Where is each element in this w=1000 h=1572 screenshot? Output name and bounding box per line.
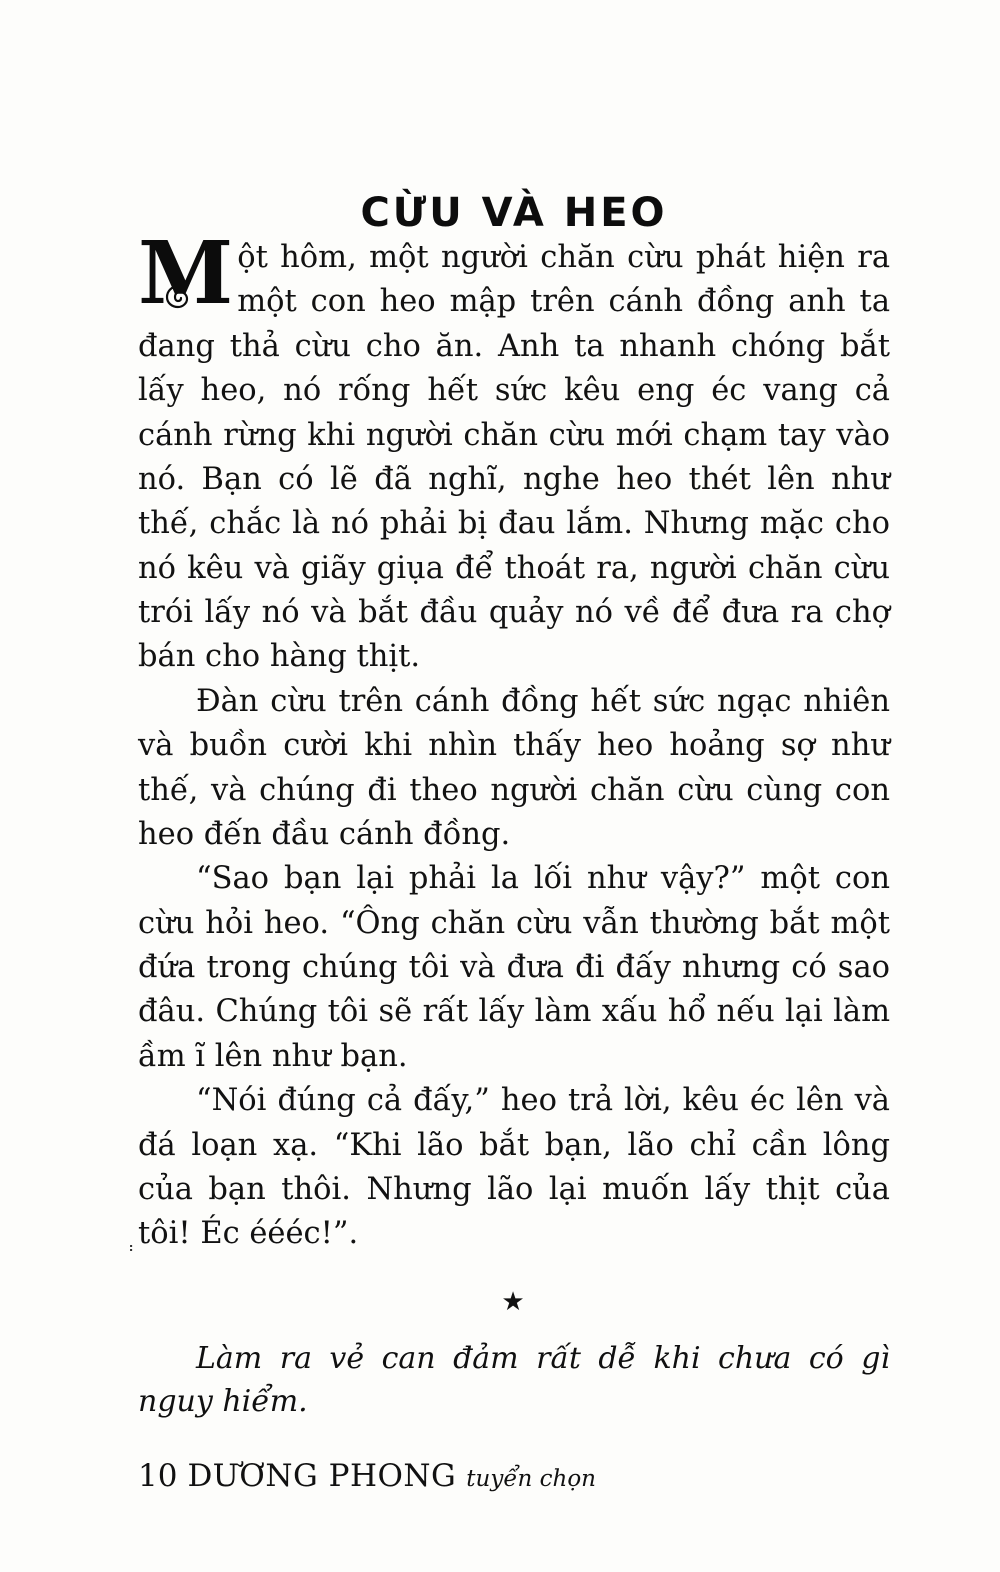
- paragraph-1: ột hôm, một người chăn cừu phát hiện ra một con heo mập trên cánh đồng anh ta đang thả cừu cho ăn. Anh ta nhanh chóng bắt lấy heo, nó rống hết sức kêu eng éc vang cả cánh rừng khi người chăn cừu mới chạm tay vào nó. Bạn có lẽ đã nghĩ, nghe heo thét lên như thế, chắc là nó phải bị đau lắm. Nhưng mặc cho nó kêu và giãy giụa để thoát ra, người chăn cừu trói lấy nó và bắt đầu quảy nó về để đưa ra chợ bán cho hàng thịt.: [138, 240, 890, 675]
- moral-text: Làm ra vẻ can đảm rất dễ khi chưa có gì nguy hiểm.: [138, 1340, 890, 1420]
- margin-mark: ⠆: [128, 1241, 139, 1256]
- paragraph-4: “Nói đúng cả đấy,” heo trả lời, kêu éc lên và đá loạn xạ. “Khi lão bắt bạn, lão chỉ cần lông của bạn thôi. Nhưng lão lại muốn lấy thịt của tôi! Éc éééc!”.: [138, 1083, 890, 1252]
- page-number: 10: [138, 1458, 178, 1494]
- page-title: CỪU VÀ HEO: [360, 190, 668, 236]
- drop-cap-letter: M: [138, 223, 234, 324]
- section-divider-star: ★: [501, 1286, 527, 1316]
- page-content: [138, 0, 890, 1572]
- paragraph-2: Đàn cừu trên cánh đồng hết sức ngạc nhiên và buồn cười khi nhìn thấy heo hoảng sợ như thế, và chúng đi theo người chăn cừu cùng con heo đến đầu cánh đồng.: [138, 683, 890, 852]
- page-footer: [138, 1458, 596, 1494]
- first-paragraph-block: [138, 223, 890, 680]
- footer-subtitle: tuyển chọn: [466, 1466, 596, 1492]
- footer-author: DƯƠNG PHONG: [187, 1458, 457, 1494]
- paragraph-3: “Sao bạn lại phải la lối như vậy?” một con cừu hỏi heo. “Ông chăn cừu vẫn thường bắt một đứa trong chúng tôi và đưa đi đấy nhưng có sao đâu. Chúng tôi sẽ rất lấy làm xấu hổ nếu lại làm ầm ĩ lên như bạn.: [138, 861, 890, 1074]
